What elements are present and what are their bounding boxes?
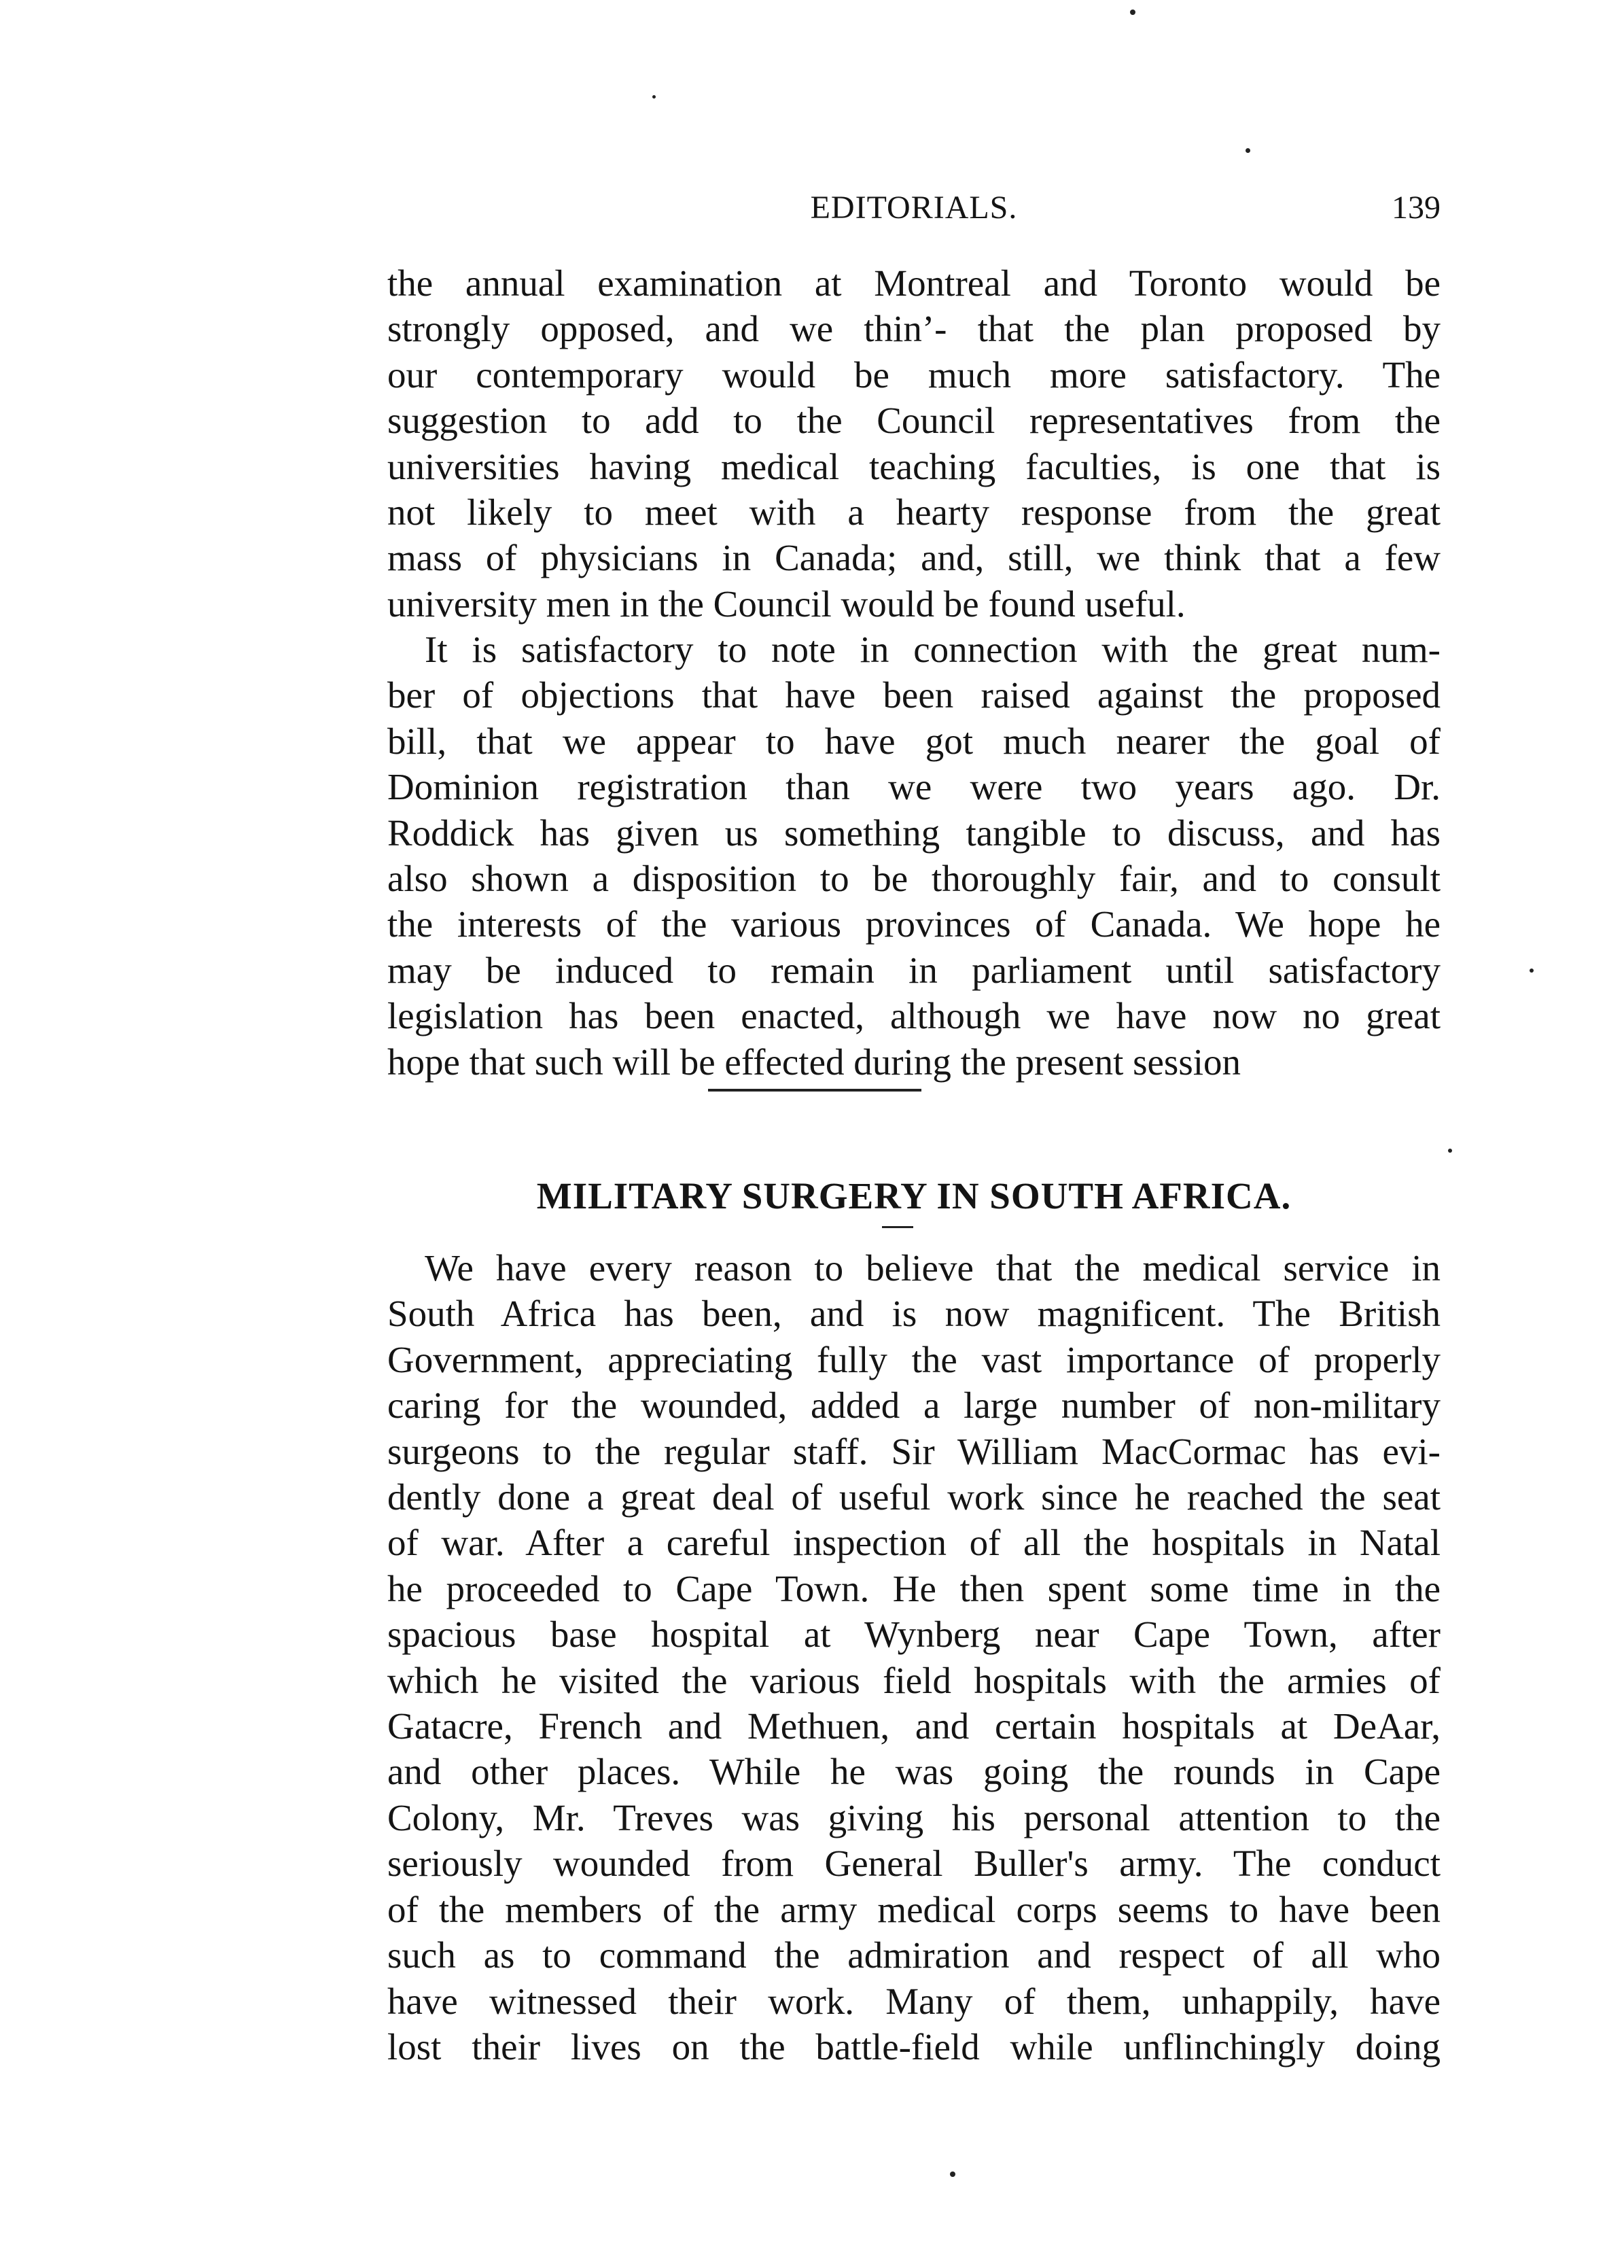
paragraph-1 [387,260,1441,627]
scan-speck [652,95,656,99]
scan-speck [1530,969,1534,973]
text-line: may be induced to remain in parliament until satisfactory [387,949,1441,991]
text-line: ber of objections that have been raised against the proposed [387,674,1441,716]
text-line: seriously wounded from General Buller's army. The conduct [387,1843,1441,1885]
text-line: hope that such will be effected during the present session [387,1041,1241,1083]
text-line: he proceeded to Cape Town. He then spent some time in the [387,1567,1441,1609]
text-line: of the members of the army medical corps seems to have been [387,1888,1441,1930]
scan-speck [950,2171,955,2177]
text-line: which he visited the various field hospitals with the armies of [387,1659,1441,1701]
text-line: It is satisfactory to note in connection with the great num- [425,629,1441,670]
heading-underline [882,1226,913,1228]
section-divider-rule [708,1089,921,1092]
text-line: mass of physicians in Canada; and, still, we think that a few [387,537,1441,579]
text-line: have witnessed their work. Many of them, unhappily, have [387,1980,1441,2022]
text-line: dently done a great deal of useful work since he reached the seat [387,1476,1441,1518]
text-line: Roddick has given us something tangible to discuss, and has [387,812,1441,854]
scan-speck [1448,1149,1452,1153]
paragraph-2 [387,627,1441,1085]
text-line: lost their lives on the battle-field while unflinchingly doing [387,2025,1441,2068]
text-line: Gatacre, French and Methuen, and certain hospitals at DeAar, [387,1705,1441,1747]
paragraph-3 [387,1245,1441,2070]
text-line: of war. After a careful inspection of all the hospitals in Natal [387,1522,1441,1564]
text-line: our contemporary would be much more satisfactory. The [387,353,1441,396]
text-line: South Africa has been, and is now magnificent. The British [387,1293,1441,1335]
text-line: the annual examination at Montreal and Toronto would be [387,262,1441,304]
running-head-title: EDITORIALS. [810,190,1018,226]
running-head [387,189,1441,237]
text-line: legislation has been enacted, although we have now no great [387,995,1441,1037]
text-line: bill, that we appear to have got much nearer the goal of [387,720,1441,762]
text-line: also shown a disposition to be thoroughly fair, and to consult [387,858,1441,900]
text-line: university men in the Council would be found useful. [387,582,1186,625]
section-heading: MILITARY SURGERY IN SOUTH AFRICA. [536,1175,1292,1217]
text-line: Dominion registration than we were two years ago. Dr. [387,766,1441,808]
text-line: surgeons to the regular staff. Sir William MacCormac has evi- [387,1430,1441,1472]
text-line: and other places. While he was going the rounds in Cape [387,1751,1441,1793]
text-line: suggestion to add to the Council representatives from the [387,400,1441,442]
text-line: Colony, Mr. Treves was giving his personal attention to the [387,1796,1441,1838]
text-line: spacious base hospital at Wynberg near Cape Town, after [387,1613,1441,1656]
text-line: such as to command the admiration and respect of all who [387,1934,1441,1976]
scan-speck [1130,10,1135,15]
text-line: caring for the wounded, added a large number of non-military [387,1384,1441,1427]
page-number: 139 [1392,190,1441,226]
text-line: the interests of the various provinces of Canada. We hope he [387,903,1441,945]
scan-speck [1246,148,1250,153]
text-line: not likely to meet with a hearty response from the great [387,491,1441,534]
text-line: strongly opposed, and we thinʼ- that the plan proposed by [387,308,1441,350]
text-line: Government, appreciating fully the vast importance of properly [387,1338,1441,1380]
text-line: universities having medical teaching faculties, is one that is [387,445,1441,487]
text-line: We have every reason to believe that the medical service in [425,1247,1441,1289]
